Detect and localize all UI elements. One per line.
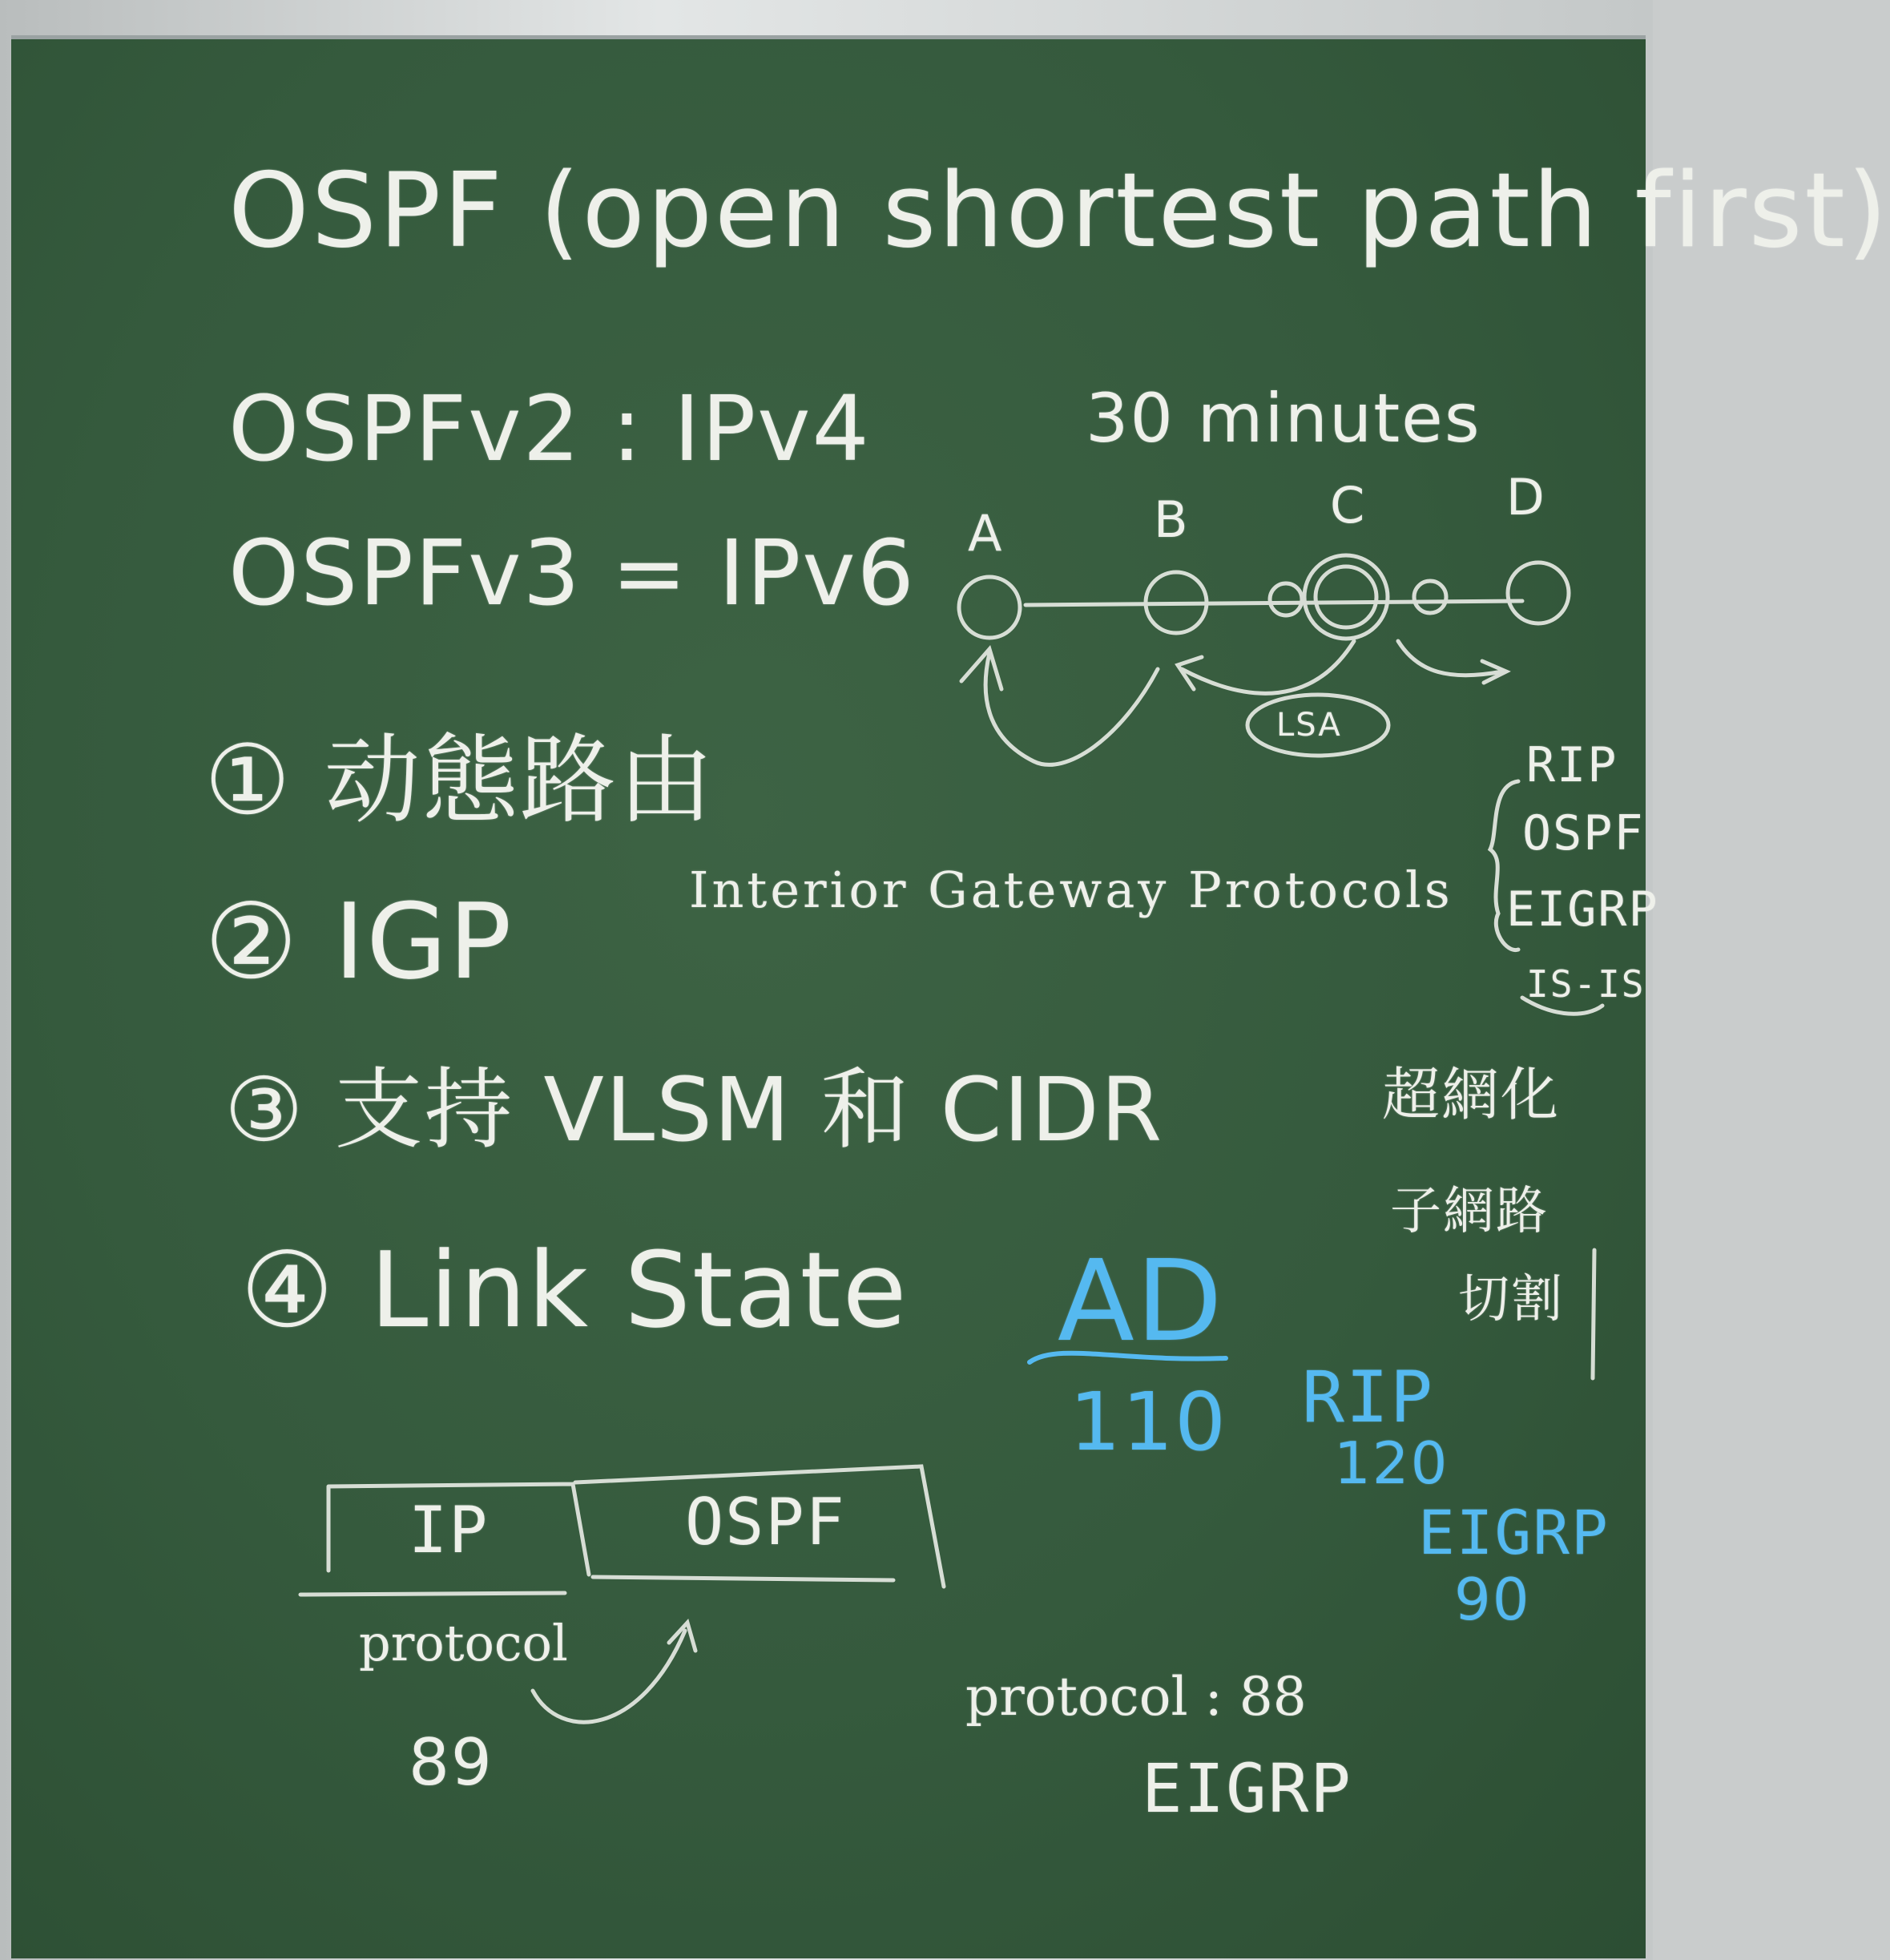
igp-item-isis: IS-IS — [1526, 962, 1646, 1006]
igp-item-rip: RIP — [1526, 737, 1618, 793]
title: OSPF (open shortest path first) — [228, 151, 1890, 271]
node-b-label: B — [1154, 490, 1190, 549]
point-2: ② IGP — [204, 881, 514, 1002]
header-underline — [300, 1593, 565, 1595]
igp-expansion: Interior Gateway Protocols — [689, 861, 1453, 919]
igp-item-ospf: OSPF — [1522, 805, 1645, 861]
subnet-note: 子網路 — [1390, 1182, 1549, 1241]
ad-rip-value: 120 — [1334, 1430, 1449, 1497]
link-line — [1026, 601, 1522, 605]
ad-eigrp-value: 90 — [1454, 1566, 1531, 1633]
time-note: 30 minutes — [1086, 379, 1481, 458]
protocol-value: 89 — [409, 1725, 494, 1800]
ospfv3-line: OSPFv3 = IPv6 — [228, 522, 916, 626]
ospf-field: OSPF — [685, 1485, 846, 1559]
point-3: ③ 支持 VLSM 和 CIDR — [224, 1059, 1164, 1161]
ospfv2-line: OSPFv2 : IPv4 — [228, 377, 871, 482]
point-1: ① 动態路由 — [204, 725, 715, 837]
router-d — [1508, 563, 1569, 623]
flood-arrow-b — [1182, 641, 1354, 693]
ad-label: AD — [1058, 1236, 1224, 1367]
supernet-note: 超網化 — [1382, 1061, 1561, 1128]
ad-eigrp-label: EIGRP — [1418, 1497, 1610, 1568]
eigrp-label: EIGRP — [1142, 1749, 1352, 1828]
node-c-label: C — [1330, 476, 1367, 534]
ad-ospf-value: 110 — [1070, 1375, 1227, 1469]
eigrp-protocol: protocol : 88 — [965, 1666, 1307, 1728]
cut-note: 切割 — [1458, 1270, 1564, 1329]
ip-field: IP — [409, 1493, 490, 1567]
lsa-label: LSA — [1276, 707, 1342, 744]
node-d-label: D — [1506, 468, 1546, 526]
point-4: ④ Link State — [240, 1229, 909, 1351]
igp-item-eigrp: EIGRP — [1506, 881, 1659, 938]
flood-arrow-d — [1398, 641, 1502, 676]
ad-rip-label: RIP — [1302, 1356, 1434, 1438]
flood-arrow-a — [985, 653, 1158, 764]
node-a-label: A — [968, 504, 1004, 563]
router-a — [959, 577, 1020, 638]
protocol-label: protocol — [359, 1614, 568, 1672]
